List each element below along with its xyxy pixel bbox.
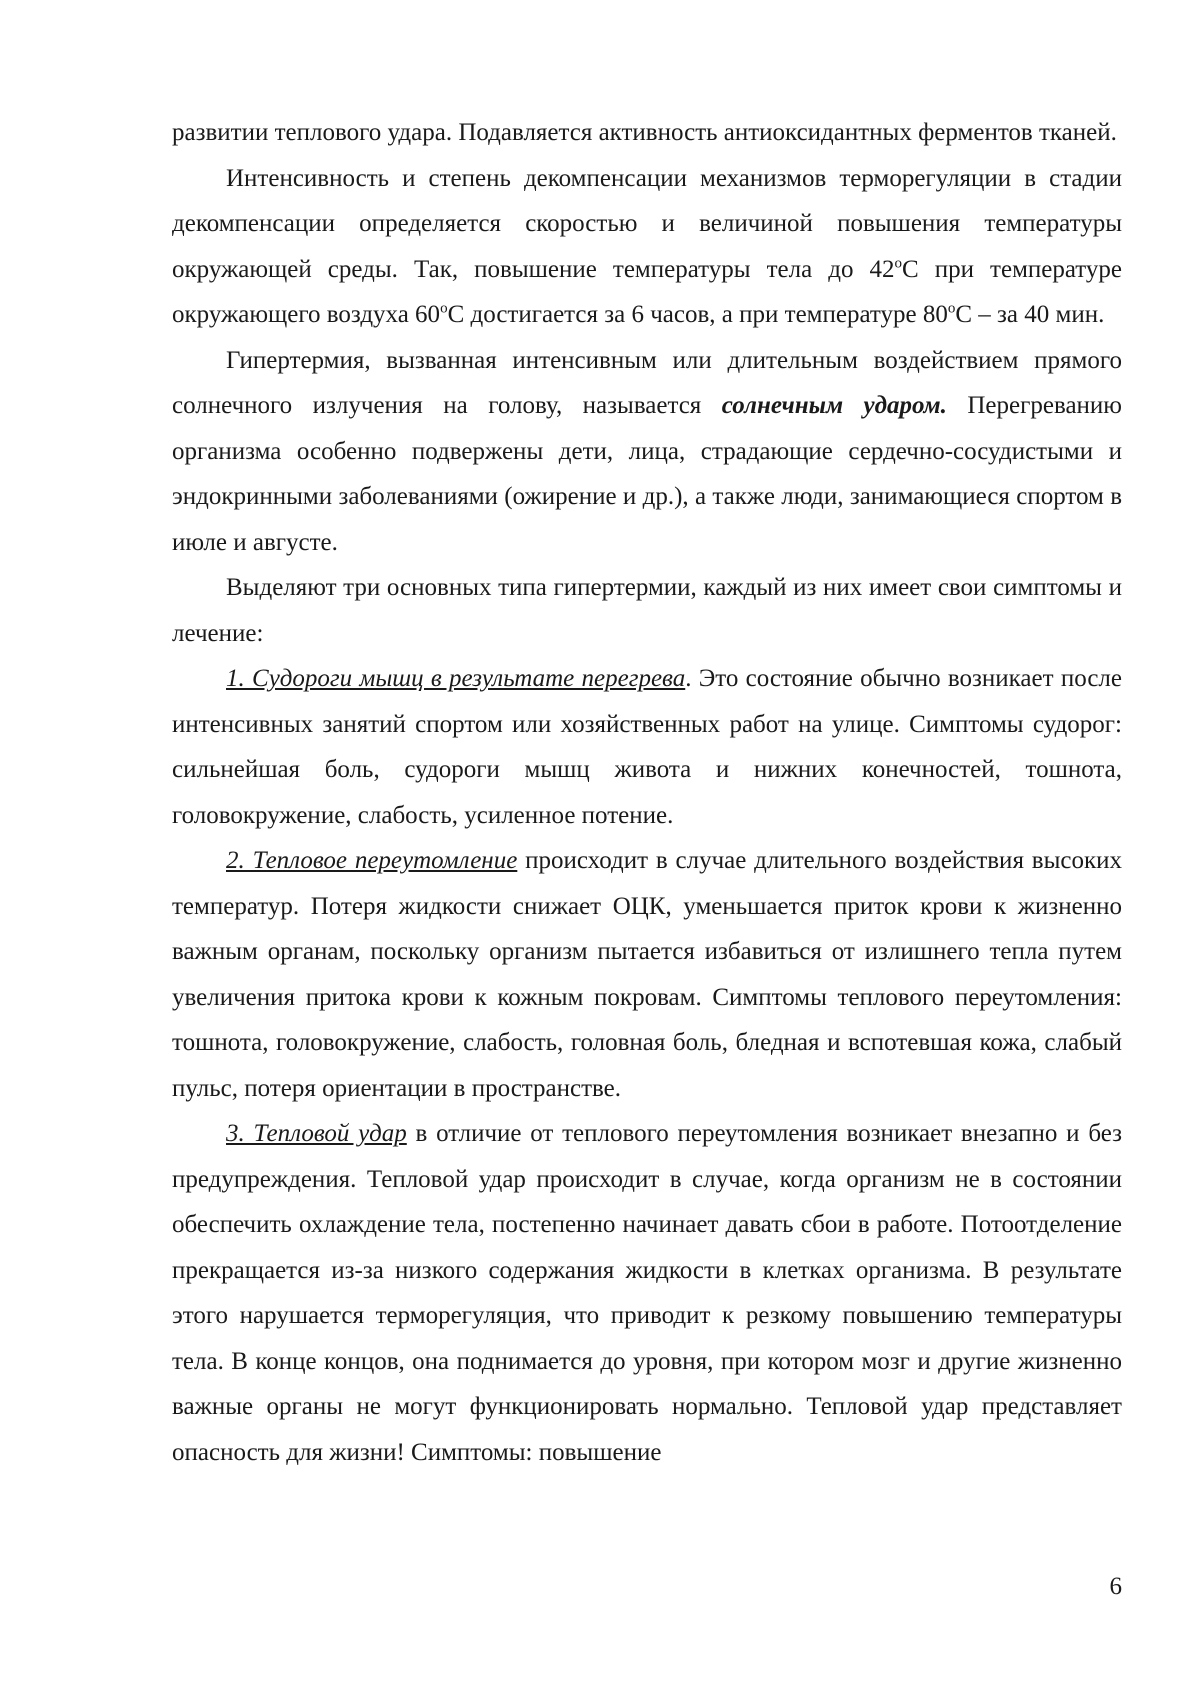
- type-3-heading: 3. Тепловой удар: [226, 1120, 407, 1147]
- paragraph-text: Перегреванию организма особенно подвержены дети, лица, страдающие сердечно-сосудистыми и эндокринными заболеваниями (ожирение и др.), а также люди, занимающиеся спортом в июле и августе.: [172, 392, 1122, 556]
- paragraph-text: . Это состояние обычно возникает после интенсивных занятий спортом или хозяйственных работ на улице. Симптомы судорог: сильнейшая боль, судороги мышц живота и нижних конечностей, тошнота, головокружение, слабость, усиленное потение.: [172, 665, 1122, 829]
- body-text: [172, 110, 1122, 1475]
- paragraph-text: Выделяют три основных типа гипертермии, каждый из них имеет свои симптомы и лечение:: [172, 574, 1122, 647]
- paragraph-text: в отличие от теплового переутомления возникает внезапно и без предупреждения. Тепловой удар происходит в случае, когда организм не в состоянии обеспечить охлаждение тела, постепенно начинает давать сбои в работе. Потоотделение прекращается из-за низкого содержания жидкости в клетках организма. В результате этого нарушается терморегуляция, что приводит к резкому повышению температуры тела. В конце концов, она поднимается до уровня, при котором мозг и другие жизненно важные органы не могут функционировать нормально. Тепловой удар представляет опасность для жизни! Симптомы: повышение: [172, 1120, 1122, 1466]
- paragraph-decompensation: [172, 156, 1122, 338]
- paragraph-type-3: [172, 1111, 1122, 1475]
- paragraph-type-2: [172, 838, 1122, 1111]
- paragraph-text: происходит в случае длительного воздействия высоких температур. Потеря жидкости снижает ОЦК, уменьшается приток крови к жизненно важным органам, поскольку организм пытается избавиться от излишнего тепла путем увеличения притока крови к кожным покровам. Симптомы теплового переутомления: тошнота, головокружение, слабость, головная боль, бледная и вспотевшая кожа, слабый пульс, потеря ориентации в пространстве.: [172, 847, 1122, 1102]
- page-number: 6: [1109, 1573, 1122, 1600]
- paragraph-sunstroke: [172, 338, 1122, 566]
- paragraph-types-intro: [172, 565, 1122, 656]
- type-2-heading: 2. Тепловое переутомление: [226, 847, 518, 874]
- degree-superscript: о: [894, 255, 903, 272]
- paragraph-text: Интенсивность и степень декомпенсации механизмов терморегуляции в стадии декомпенсации определяется скоростью и величиной повышения температуры окружающей среды. Так, повышение температуры тела до 42: [172, 164, 1122, 283]
- paragraph-text: Гипертермия, вызванная интенсивным или длительным воздействием прямого солнечного излучения на голову, называется: [172, 346, 1122, 419]
- paragraph-text: С достигается за 6 часов, а при температуре 80: [447, 301, 948, 328]
- sunstroke-term: солнечным ударом.: [721, 392, 947, 419]
- degree-superscript: о: [440, 300, 448, 317]
- paragraph-text: развитии теплового удара. Подавляется активность антиоксидантных ферментов тканей.: [172, 119, 1117, 146]
- degree-superscript: о: [947, 300, 956, 317]
- paragraph-type-1: [172, 656, 1122, 838]
- paragraph-text: С при температуре окружающего воздуха 60: [172, 255, 1122, 328]
- paragraph-continuation: [172, 110, 1122, 156]
- paragraph-text: С – за 40 мин.: [955, 301, 1105, 328]
- type-1-heading: 1. Судороги мышц в результате перегрева: [226, 665, 686, 692]
